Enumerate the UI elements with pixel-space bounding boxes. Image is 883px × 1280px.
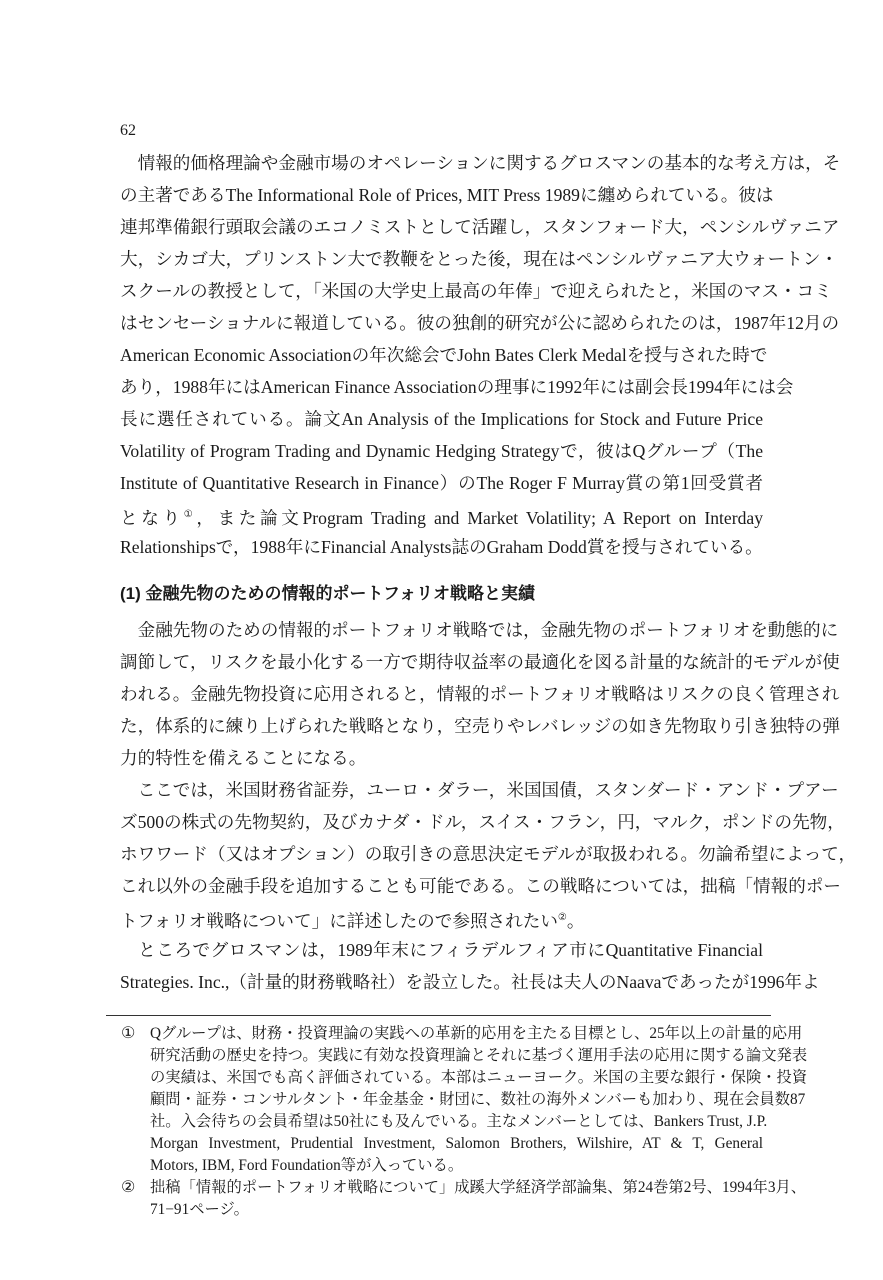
- footnote-divider: [106, 1015, 771, 1016]
- text-line: あり，1988年にはAmerican Finance Associationの理事に1992年には副会長1994年には会: [120, 377, 794, 397]
- footnote-marker: ②: [121, 1179, 136, 1196]
- footnote-reference: ②: [557, 912, 567, 923]
- footnote-marker: ①: [121, 1025, 136, 1042]
- text-line: これ以外の金融手段を追加することも可能である。この戦略については，拙稿「情報的ポー: [120, 876, 841, 896]
- footnote-line: 71−91ページ。: [150, 1201, 249, 1218]
- text-line: 調節して，リスクを最小化する一方で期待収益率の最適化を図る計量的な統計的モデルが使: [120, 652, 840, 672]
- text-line: 長に選任されている。論文An Analysis of the Implications for Stock and Future Price: [120, 409, 763, 429]
- text-line: Institute of Quantitative Research in Finance）のThe Roger F Murray賞の第1回受賞者: [120, 473, 763, 493]
- footnote-line: Qグループは、財務・投資理論の実践への革新的応用を主たる目標とし、25年以上の計量的応用: [150, 1025, 803, 1042]
- text-line: トフォリオ戦略について」に詳述したので参照されたい②。: [120, 910, 585, 931]
- footnote-line: 社。入会待ちの会員希望は50社にも及んでいる。主なメンバーとしては、Bankers Trust, J.P.: [150, 1113, 768, 1130]
- text-line: スクールの教授として，「米国の大学史上最高の年俸」で迎えられたと，米国のマス・コミ: [120, 281, 832, 301]
- footnote-line: 研究活動の歴史を持つ。実践に有効な投資理論とそれに基づく運用手法の応用に関する論文発表: [150, 1047, 808, 1064]
- text-line: 情報的価格理論や金融市場のオペレーションに関するグロスマンの基本的な考え方は，そ: [120, 153, 841, 173]
- text-line: われる。金融先物投資に応用されると，情報的ポートフォリオ戦略はリスクの良く管理され: [120, 684, 840, 704]
- text-line: はセンセーショナルに報道している。彼の独創的研究が公に認められたのは，1987年12月の: [120, 313, 840, 333]
- text-line: た，体系的に練り上げられた戦略となり，空売りやレバレッジの如き先物取り引き独特の弾: [120, 716, 840, 736]
- text-line: 連邦準備銀行頭取会議のエコノミストとして活躍し，スタンフォード大，ペンシルヴァニア: [120, 217, 840, 237]
- text-line: Strategies. Inc.,（計量的財務戦略社）を設立した。社長は夫人のNaavaであったが1996年よ: [120, 972, 820, 992]
- text-line: の主著であるThe Informational Role of Prices, MIT Press 1989に纏められている。彼は: [120, 185, 774, 205]
- footnote-line: 拙稿「情報的ポートフォリオ戦略について」成蹊大学経済学部論集、第24巻第2号、1994年3月、: [150, 1179, 807, 1196]
- footnote-line: Morgan Investment, Prudential Investment, Salomon Brothers, Wilshire, AT & T, General: [150, 1135, 763, 1152]
- text-line: 大，シカゴ大，プリンストン大で教鞭をとった後，現在はペンシルヴァニア大ウォートン・: [120, 249, 839, 269]
- footnote-line: の実績は、米国でも高く評価されている。本部はニューヨーク。米国の主要な銀行・保険・投資: [150, 1069, 808, 1086]
- footnote-line: 顧問・証券・コンサルタント・年金基金・財団に、数社の海外メンバーも加わり、現在会員数87: [150, 1091, 806, 1108]
- text-line: ズ500の株式の先物契約，及びカナダ・ドル，スイス・フラン，円，マルク，ポンドの先物，: [120, 812, 845, 832]
- text-line: Relationshipsで，1988年にFinancial Analysts誌のGraham Dodd賞を授与されている。: [120, 537, 763, 557]
- text-line: American Economic Associationの年次総会でJohn Bates Clerk Medalを授与された時で: [120, 345, 768, 365]
- text-line: 力的特性を備えることになる。: [120, 748, 367, 768]
- text-line: となり①，また論文Program Trading and Market Volatility; A Report on Interday: [120, 507, 763, 528]
- text-line: ここでは，米国財務省証券，ユーロ・ダラー，米国国債，スタンダード・アンド・プアー: [120, 780, 839, 800]
- text-line: 金融先物のための情報的ポートフォリオ戦略では，金融先物のポートフォリオを動態的に: [120, 620, 839, 640]
- text-line: ホワワード（又はオプション）の取引きの意思決定モデルが取扱われる。勿論希望によって，: [120, 844, 857, 864]
- footnote-reference: ①: [183, 509, 197, 520]
- page-number: 62: [120, 122, 136, 139]
- footnote-line: Motors, IBM, Ford Foundation等が入っている。: [150, 1157, 464, 1174]
- text-line: Volatility of Program Trading and Dynamic Hedging Strategyで，彼はQグループ（The: [120, 441, 763, 461]
- section-heading: (1) 金融先物のための情報的ポートフォリオ戦略と実績: [120, 584, 535, 603]
- text-line: ところでグロスマンは，1989年末にフィラデルフィア市にQuantitative Financial: [120, 940, 763, 960]
